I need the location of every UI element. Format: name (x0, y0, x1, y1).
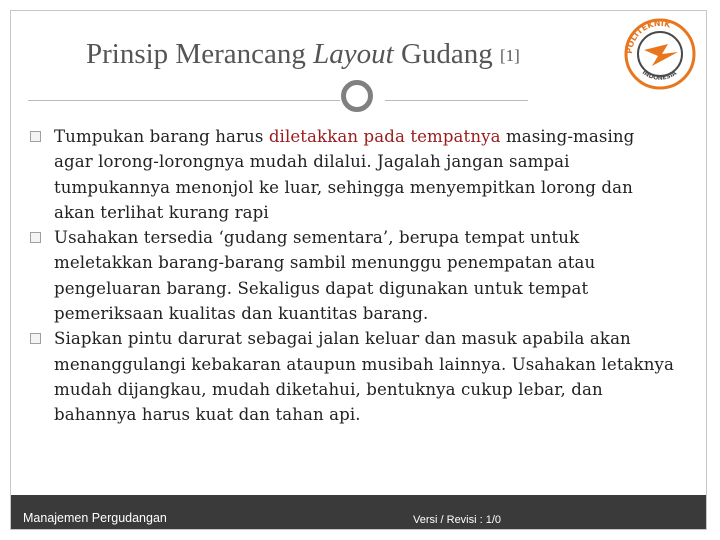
bullet-text-continued: masing-masing agar lorong-lorongnya mudah dilalui. Jagalah jangan sampai tumpukannya menonjol ke luar, sehingga menyempitkan lorong dan akan terlihat kurang rapi (54, 127, 635, 222)
bullet-square-icon (30, 232, 41, 243)
bullet-item (28, 326, 678, 427)
bullet-item (28, 124, 678, 225)
title-reference: [1] (500, 46, 520, 65)
bullet-highlight: diletakkan pada tempatnya (268, 127, 501, 146)
footer-course-name: Manajemen Pergudangan (23, 511, 167, 525)
polteknik-logo (622, 14, 698, 94)
bullet-square-icon (30, 131, 41, 142)
title-divider-right (385, 100, 528, 101)
bullet-text: Siapkan pintu darurat sebagai jalan keluar dan masuk apabila akan menanggulangi kebakaran ataupun musibah lainnya. Usahakan letaknya mudah dijangkau, mudah diketahui, bentuknya cukup lebar, dan bahannya harus kuat dan tahan api. (54, 329, 674, 425)
footer-version: Versi / Revisi : 1/0 (413, 514, 502, 526)
title-text-italic: Layout (313, 38, 394, 70)
bullet-text: Usahakan tersedia ‘gudang sementara’, berupa tempat untuk meletakkan barang-barang sambil menunggu penempatan atau pengeluaran barang. Sekaligus dapat digunakan untuk tempat pemeriksaan kualitas dan kuantitas barang. (54, 228, 596, 324)
logo-text-top: POLITEKNIK (624, 18, 672, 55)
bullet-item (28, 225, 678, 326)
bullet-text: Tumpukan barang harus (54, 127, 269, 146)
title-text-1: Prinsip Merancang (86, 38, 314, 70)
title-text-2: Gudang (393, 38, 501, 70)
slide-title (86, 38, 520, 71)
bullet-square-icon (30, 333, 41, 344)
divider-circle-ornament (341, 80, 373, 112)
logo-text-bottom: INDONESIA (640, 69, 679, 82)
title-divider-left (28, 100, 340, 101)
slide-body (28, 124, 678, 428)
